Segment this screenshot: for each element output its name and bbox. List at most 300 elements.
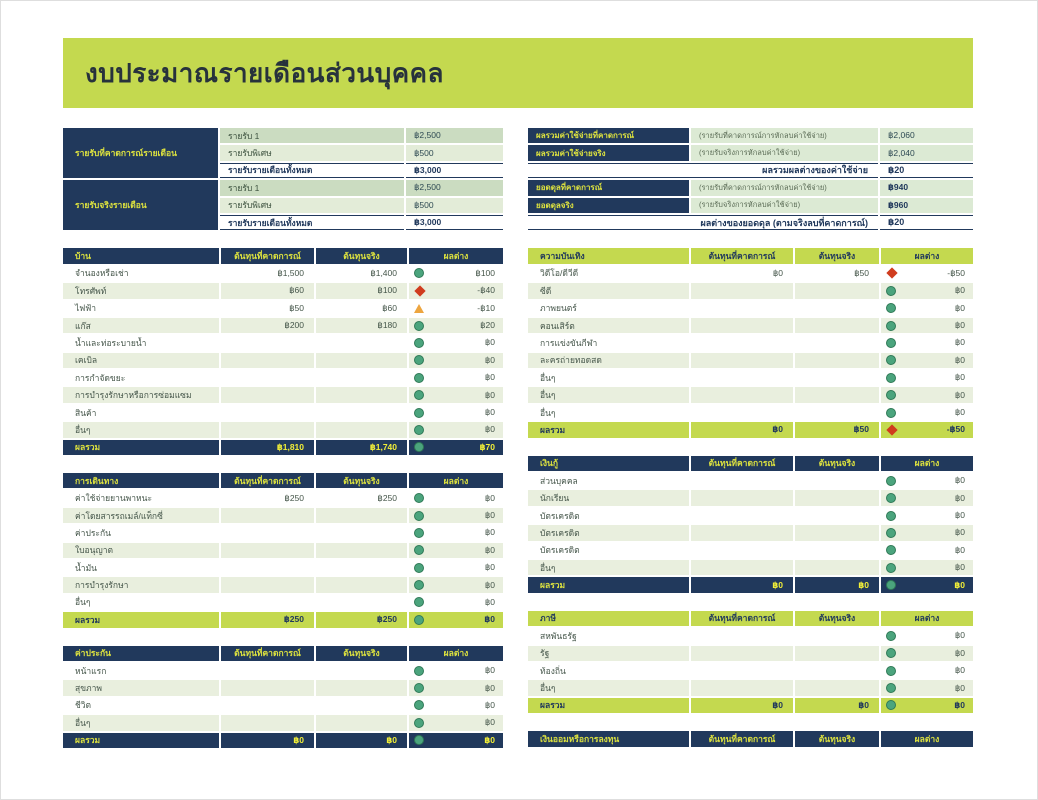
projected-cost-cell[interactable] — [221, 422, 314, 437]
expense-row — [63, 422, 503, 437]
variance-value: ฿0 — [484, 492, 495, 503]
actual-cost-cell[interactable] — [795, 473, 879, 488]
actual-cost-cell[interactable] — [795, 370, 879, 385]
actual-cost-cell[interactable] — [316, 577, 407, 592]
projected-income-group — [63, 128, 503, 178]
category-title-cell: บ้าน — [63, 248, 219, 263]
item-label-cell[interactable]: ละครถ่ายทอดสด — [528, 353, 689, 368]
projected-cost-cell[interactable] — [691, 353, 793, 368]
expense-row — [63, 543, 503, 558]
category-table-home — [63, 248, 503, 455]
actual-cost-column-header: ต้นทุนจริง — [316, 473, 407, 488]
item-label-cell[interactable]: อื่นๆ — [528, 560, 689, 575]
projected-cost-cell[interactable] — [221, 543, 314, 558]
actual-cost-cell[interactable] — [795, 680, 879, 695]
variance-value: ฿0 — [484, 596, 495, 607]
item-label-cell[interactable]: ค่าประกัน — [63, 525, 219, 540]
variance-value: ฿0 — [954, 372, 965, 383]
actual-cost-cell[interactable] — [316, 525, 407, 540]
income-item-cell[interactable]: รายรับ 1 — [220, 180, 404, 195]
projected-cost-cell[interactable] — [221, 680, 314, 695]
variance-cell — [409, 353, 503, 368]
variance-column-header: ผลต่าง — [409, 646, 503, 661]
item-label-cell[interactable]: ชีวิต — [63, 698, 219, 713]
green-circle-status-icon — [414, 528, 424, 538]
variance-cell — [881, 422, 973, 437]
variance-value: ฿0 — [954, 354, 965, 365]
actual-cost-cell[interactable] — [795, 543, 879, 558]
total-actual-cell: ฿0 — [795, 577, 879, 592]
variance-cell — [409, 335, 503, 350]
projected-cost-label: ผลรวมค่าใช้จ่ายที่คาดการณ์ — [528, 128, 689, 143]
projected-cost-cell[interactable] — [221, 663, 314, 678]
actual-cost-cell[interactable]: ฿50 — [795, 266, 879, 281]
green-circle-status-icon — [414, 390, 424, 400]
actual-cost-cell[interactable] — [316, 543, 407, 558]
projected-cost-cell[interactable] — [691, 370, 793, 385]
actual-cost-cell[interactable] — [795, 335, 879, 350]
variance-cell — [409, 577, 503, 592]
variance-value: -฿40 — [477, 285, 495, 296]
actual-cost-cell[interactable] — [795, 560, 879, 575]
expense-row — [528, 525, 973, 540]
total-actual-cell: ฿0 — [795, 698, 879, 713]
income-value-cell[interactable]: ฿500 — [406, 198, 503, 213]
variance-value: ฿0 — [954, 320, 965, 331]
projected-cost-cell[interactable]: ฿50 — [221, 301, 314, 316]
projected-cost-cell[interactable] — [221, 595, 314, 610]
item-label-cell[interactable]: คอนเสิร์ต — [528, 318, 689, 333]
green-circle-status-icon — [414, 683, 424, 693]
income-value-cell[interactable]: ฿2,500 — [406, 128, 503, 143]
item-label-cell[interactable]: ภาพยนตร์ — [528, 301, 689, 316]
actual-cost-value: ฿2,040 — [880, 145, 973, 160]
item-label-cell[interactable]: สินค้า — [63, 405, 219, 420]
projected-cost-cell[interactable] — [691, 473, 793, 488]
total-label-cell: ผลรวม — [63, 440, 219, 455]
variance-value: ฿100 — [475, 267, 495, 278]
item-label-cell[interactable]: บัตรเครดิต — [528, 543, 689, 558]
projected-cost-cell[interactable] — [221, 370, 314, 385]
green-circle-status-icon — [886, 390, 896, 400]
green-circle-status-icon — [886, 408, 896, 418]
page-title: งบประมาณรายเดือนส่วนบุคคล — [85, 57, 444, 88]
expense-row — [63, 318, 503, 333]
total-label-cell: ผลรวม — [63, 733, 219, 748]
actual-cost-cell[interactable] — [795, 353, 879, 368]
green-circle-status-icon — [414, 425, 424, 435]
variance-cell — [881, 560, 973, 575]
item-label-cell[interactable]: อื่นๆ — [63, 422, 219, 437]
green-circle-status-icon — [414, 718, 424, 728]
item-label-cell[interactable]: น้ำและท่อระบายน้ำ — [63, 335, 219, 350]
projected-cost-value: ฿2,060 — [880, 128, 973, 143]
actual-cost-column-header: ต้นทุนจริง — [316, 248, 407, 263]
projected-cost-cell[interactable] — [221, 560, 314, 575]
projected-cost-cell[interactable] — [691, 525, 793, 540]
variance-cell — [409, 525, 503, 540]
variance-cell — [881, 405, 973, 420]
actual-cost-cell[interactable] — [795, 283, 879, 298]
category-title-cell: เงินออมหรือการลงทุน — [528, 731, 689, 746]
projected-cost-column-header: ต้นทุนที่คาดการณ์ — [691, 611, 793, 626]
total-actual-cell: ฿0 — [316, 733, 407, 748]
variance-cell — [409, 733, 503, 748]
expense-row — [63, 595, 503, 610]
green-circle-status-icon — [414, 580, 424, 590]
actual-cost-cell[interactable] — [316, 353, 407, 368]
item-label-cell[interactable]: อื่นๆ — [63, 715, 219, 730]
actual-cost-cell[interactable] — [795, 387, 879, 402]
actual-cost-cell[interactable] — [795, 301, 879, 316]
actual-cost-column-header: ต้นทุนจริง — [795, 248, 879, 263]
item-label-cell[interactable]: การบำรุงรักษา — [63, 577, 219, 592]
projected-balance-desc: (รายรับที่คาดการณ์การหักลบค่าใช้จ่าย) — [691, 180, 878, 195]
projected-cost-cell[interactable] — [691, 560, 793, 575]
green-circle-status-icon — [886, 563, 896, 573]
variance-cell — [409, 663, 503, 678]
total-label-cell: ผลรวม — [528, 577, 689, 592]
item-label-cell[interactable]: สุขภาพ — [63, 680, 219, 695]
right-tables — [528, 248, 973, 746]
table-total-row — [528, 698, 973, 713]
category-title-cell: ภาษี — [528, 611, 689, 626]
green-circle-status-icon — [414, 321, 424, 331]
projected-cost-cell[interactable] — [691, 283, 793, 298]
actual-cost-cell[interactable]: ฿180 — [316, 318, 407, 333]
projected-cost-cell[interactable] — [691, 405, 793, 420]
item-label-cell[interactable]: สหพันธรัฐ — [528, 628, 689, 643]
table-total-row — [63, 733, 503, 748]
projected-cost-cell[interactable] — [691, 646, 793, 661]
green-circle-status-icon — [886, 631, 896, 641]
variance-cell — [881, 370, 973, 385]
projected-cost-cell[interactable] — [691, 663, 793, 678]
item-label-cell[interactable]: อื่นๆ — [528, 405, 689, 420]
item-label-cell[interactable]: ไฟฟ้า — [63, 301, 219, 316]
total-actual-cell: ฿250 — [316, 612, 407, 627]
item-label-cell[interactable]: ใบอนุญาต — [63, 543, 219, 558]
table-header-row — [63, 646, 503, 661]
variance-cell — [881, 473, 973, 488]
variance-value: ฿0 — [484, 389, 495, 400]
actual-cost-cell[interactable] — [316, 370, 407, 385]
expense-row — [63, 698, 503, 713]
green-circle-status-icon — [886, 321, 896, 331]
projected-cost-cell[interactable] — [691, 543, 793, 558]
total-projected-cell: ฿0 — [691, 577, 793, 592]
left-column — [63, 128, 503, 766]
item-label-cell[interactable]: ท้องถิ่น — [528, 663, 689, 678]
expense-row — [63, 577, 503, 592]
green-circle-status-icon — [414, 408, 424, 418]
table-header-row — [63, 473, 503, 488]
actual-cost-cell[interactable] — [316, 595, 407, 610]
variance-value: ฿0 — [954, 665, 965, 676]
expense-row — [528, 353, 973, 368]
table-total-row — [528, 577, 973, 592]
variance-value: ฿20 — [480, 320, 495, 331]
item-label-cell[interactable]: ค่าโดยสารรถเมล์/แท็กซี่ — [63, 508, 219, 523]
variance-value: ฿0 — [954, 527, 965, 538]
table-total-row — [528, 422, 973, 437]
income-item-cell[interactable]: รายรับ 1 — [220, 128, 404, 143]
actual-cost-cell[interactable]: ฿1,400 — [316, 266, 407, 281]
item-label-cell[interactable]: อื่นๆ — [528, 680, 689, 695]
actual-cost-cell[interactable] — [795, 628, 879, 643]
projected-cost-cell[interactable] — [221, 525, 314, 540]
expense-row — [528, 473, 973, 488]
red-diamond-status-icon — [414, 285, 425, 296]
projected-cost-cell[interactable]: ฿60 — [221, 283, 314, 298]
projected-cost-cell[interactable] — [221, 698, 314, 713]
expense-row — [63, 560, 503, 575]
expense-row — [63, 508, 503, 523]
item-label-cell[interactable]: โทรศัพท์ — [63, 283, 219, 298]
projected-cost-cell[interactable] — [691, 335, 793, 350]
actual-cost-column-header: ต้นทุนจริง — [795, 731, 879, 746]
projected-income-label: รายรับที่คาดการณ์รายเดือน — [63, 128, 218, 178]
variance-value: ฿0 — [954, 682, 965, 693]
actual-cost-cell[interactable]: ฿250 — [316, 490, 407, 505]
projected-cost-cell[interactable] — [691, 680, 793, 695]
actual-cost-cell[interactable] — [795, 508, 879, 523]
variance-cell — [409, 698, 503, 713]
actual-cost-cell[interactable] — [316, 387, 407, 402]
category-table-taxes — [528, 611, 973, 713]
expense-row — [528, 560, 973, 575]
projected-cost-cell[interactable] — [221, 715, 314, 730]
actual-cost-column-header: ต้นทุนจริง — [795, 611, 879, 626]
table-header-row — [63, 248, 503, 263]
green-circle-status-icon — [886, 700, 896, 710]
total-projected-cell: ฿0 — [691, 698, 793, 713]
projected-cost-cell[interactable] — [221, 353, 314, 368]
variance-cell — [881, 663, 973, 678]
expense-row — [528, 318, 973, 333]
category-table-entertainment — [528, 248, 973, 437]
expense-row — [528, 370, 973, 385]
actual-cost-cell[interactable] — [316, 663, 407, 678]
actual-cost-column-header: ต้นทุนจริง — [316, 646, 407, 661]
variance-cell — [409, 508, 503, 523]
item-label-cell[interactable]: อื่นๆ — [63, 595, 219, 610]
item-label-cell[interactable]: รัฐ — [528, 646, 689, 661]
variance-value: ฿0 — [954, 475, 965, 486]
expense-row — [528, 387, 973, 402]
projected-cost-cell[interactable] — [691, 508, 793, 523]
actual-cost-cell[interactable] — [316, 698, 407, 713]
item-label-cell[interactable]: บัตรเครดิต — [528, 508, 689, 523]
actual-cost-cell[interactable]: ฿100 — [316, 283, 407, 298]
expense-row — [528, 508, 973, 523]
total-label-cell: ผลรวม — [528, 698, 689, 713]
variance-cell — [409, 387, 503, 402]
projected-cost-cell[interactable]: ฿0 — [691, 266, 793, 281]
variance-column-header: ผลต่าง — [409, 248, 503, 263]
item-label-cell[interactable]: ค่าใช้จ่ายยานพาหนะ — [63, 490, 219, 505]
projected-cost-cell[interactable] — [221, 577, 314, 592]
item-label-cell[interactable]: วิดีโอ/ดีวีดี — [528, 266, 689, 281]
green-circle-status-icon — [414, 493, 424, 503]
category-title-cell: การเดินทาง — [63, 473, 219, 488]
projected-cost-cell[interactable] — [691, 387, 793, 402]
variance-value: ฿0 — [484, 579, 495, 590]
category-table-insurance — [63, 646, 503, 748]
variance-cell — [881, 508, 973, 523]
item-label-cell[interactable]: แก๊ส — [63, 318, 219, 333]
income-value-cell[interactable]: ฿500 — [406, 145, 503, 160]
income-item-cell[interactable]: รายรับพิเศษ — [220, 145, 404, 160]
actual-cost-cell[interactable] — [795, 646, 879, 661]
item-label-cell[interactable]: การกำจัดขยะ — [63, 370, 219, 385]
actual-cost-cell[interactable] — [795, 663, 879, 678]
variance-cell — [881, 680, 973, 695]
variance-value: ฿0 — [484, 614, 495, 625]
item-label-cell[interactable]: น้ำมัน — [63, 560, 219, 575]
item-label-cell[interactable]: นักเรียน — [528, 490, 689, 505]
variance-value: ฿0 — [484, 424, 495, 435]
item-label-cell[interactable]: เคเบิล — [63, 353, 219, 368]
projected-cost-cell[interactable] — [691, 318, 793, 333]
projected-cost-cell[interactable] — [221, 335, 314, 350]
green-circle-status-icon — [414, 735, 424, 745]
actual-cost-desc: (รายรับจริงการหักลบค่าใช้จ่าย) — [691, 145, 878, 160]
actual-balance-value: ฿960 — [880, 198, 973, 213]
item-label-cell[interactable]: บัตรเครดิต — [528, 525, 689, 540]
category-title-cell: ความบันเทิง — [528, 248, 689, 263]
expense-row — [528, 628, 973, 643]
green-circle-status-icon — [886, 476, 896, 486]
actual-cost-cell[interactable] — [316, 715, 407, 730]
projected-balance-label: ยอดดุลที่คาดการณ์ — [528, 180, 689, 195]
actual-cost-column-header: ต้นทุนจริง — [795, 456, 879, 471]
variance-cell — [881, 283, 973, 298]
budget-sheet — [63, 38, 973, 766]
expense-row — [528, 680, 973, 695]
expense-row — [528, 405, 973, 420]
red-diamond-status-icon — [886, 268, 897, 279]
green-circle-status-icon — [414, 442, 424, 452]
variance-cell — [881, 387, 973, 402]
projected-cost-cell[interactable]: ฿250 — [221, 490, 314, 505]
green-circle-status-icon — [414, 268, 424, 278]
green-circle-status-icon — [886, 666, 896, 676]
cost-difference-label: ผลรวมผลต่างของค่าใช้จ่าย — [528, 163, 878, 178]
income-item-cell[interactable]: รายรับพิเศษ — [220, 198, 404, 213]
actual-cost-cell[interactable] — [795, 318, 879, 333]
projected-cost-column-header: ต้นทุนที่คาดการณ์ — [221, 248, 314, 263]
variance-value: ฿0 — [954, 647, 965, 658]
expense-row — [63, 335, 503, 350]
actual-cost-cell[interactable]: ฿60 — [316, 301, 407, 316]
actual-cost-cell[interactable] — [795, 525, 879, 540]
actual-income-label: รายรับจริงรายเดือน — [63, 180, 218, 230]
variance-cell — [881, 698, 973, 713]
variance-value: ฿0 — [484, 717, 495, 728]
green-circle-status-icon — [886, 286, 896, 296]
expense-row — [63, 387, 503, 402]
projected-cost-cell[interactable] — [221, 405, 314, 420]
item-label-cell[interactable]: ซีดี — [528, 283, 689, 298]
variance-cell — [409, 560, 503, 575]
green-circle-status-icon — [414, 597, 424, 607]
variance-cell — [881, 318, 973, 333]
projected-cost-cell[interactable] — [691, 628, 793, 643]
green-circle-status-icon — [414, 666, 424, 676]
income-total-value: ฿3,000 — [406, 215, 503, 230]
actual-income-group — [63, 180, 503, 230]
variance-column-header: ผลต่าง — [409, 473, 503, 488]
actual-cost-cell[interactable] — [316, 405, 407, 420]
projected-cost-cell[interactable] — [691, 301, 793, 316]
table-header-row — [528, 248, 973, 263]
actual-cost-cell[interactable] — [316, 335, 407, 350]
variance-cell — [409, 680, 503, 695]
item-label-cell[interactable]: การแข่งขันกีฬา — [528, 335, 689, 350]
variance-cell — [881, 335, 973, 350]
projected-cost-cell[interactable] — [221, 387, 314, 402]
variance-cell — [409, 440, 503, 455]
actual-cost-cell[interactable] — [316, 680, 407, 695]
total-projected-cell: ฿0 — [221, 733, 314, 748]
income-total-label: รายรับรายเดือนทั้งหมด — [220, 215, 404, 230]
variance-value: ฿0 — [484, 682, 495, 693]
variance-cell — [409, 318, 503, 333]
actual-cost-cell[interactable] — [316, 508, 407, 523]
variance-value: -฿50 — [946, 424, 965, 435]
variance-value: -฿50 — [947, 267, 965, 278]
variance-value: ฿0 — [484, 544, 495, 555]
actual-cost-cell[interactable] — [316, 560, 407, 575]
item-label-cell[interactable]: การบำรุงรักษาหรือการซ่อมแซม — [63, 387, 219, 402]
green-circle-status-icon — [414, 615, 424, 625]
green-circle-status-icon — [414, 355, 424, 365]
green-circle-status-icon — [414, 563, 424, 573]
expense-row — [63, 405, 503, 420]
variance-value: ฿0 — [484, 665, 495, 676]
item-label-cell[interactable]: อื่นๆ — [528, 370, 689, 385]
variance-column-header: ผลต่าง — [881, 611, 973, 626]
table-total-row — [63, 440, 503, 455]
income-value-cell[interactable]: ฿2,500 — [406, 180, 503, 195]
projected-cost-cell[interactable] — [221, 508, 314, 523]
projected-cost-cell[interactable]: ฿200 — [221, 318, 314, 333]
total-label-cell: ผลรวม — [528, 422, 689, 437]
item-label-cell[interactable]: จำนองหรือเช่า — [63, 266, 219, 281]
category-table-savings — [528, 731, 973, 746]
title-banner — [63, 38, 973, 108]
projected-cost-cell[interactable] — [691, 490, 793, 505]
item-label-cell[interactable]: ส่วนบุคคล — [528, 473, 689, 488]
income-total-label: รายรับรายเดือนทั้งหมด — [220, 163, 404, 178]
green-circle-status-icon — [886, 528, 896, 538]
actual-cost-cell[interactable] — [795, 405, 879, 420]
variance-column-header: ผลต่าง — [881, 248, 973, 263]
projected-cost-cell[interactable]: ฿1,500 — [221, 266, 314, 281]
item-label-cell[interactable]: หน้าแรก — [63, 663, 219, 678]
variance-value: ฿0 — [484, 527, 495, 538]
actual-cost-cell[interactable] — [316, 422, 407, 437]
total-actual-cell: ฿1,740 — [316, 440, 407, 455]
category-title-cell: เงินกู้ — [528, 456, 689, 471]
actual-balance-label: ยอดดุลจริง — [528, 198, 689, 213]
variance-value: ฿0 — [954, 579, 965, 590]
item-label-cell[interactable]: อื่นๆ — [528, 387, 689, 402]
actual-cost-cell[interactable] — [795, 490, 879, 505]
variance-value: ฿0 — [484, 510, 495, 520]
projected-cost-desc: (รายรับที่คาดการณ์การหักลบค่าใช้จ่าย) — [691, 128, 878, 143]
